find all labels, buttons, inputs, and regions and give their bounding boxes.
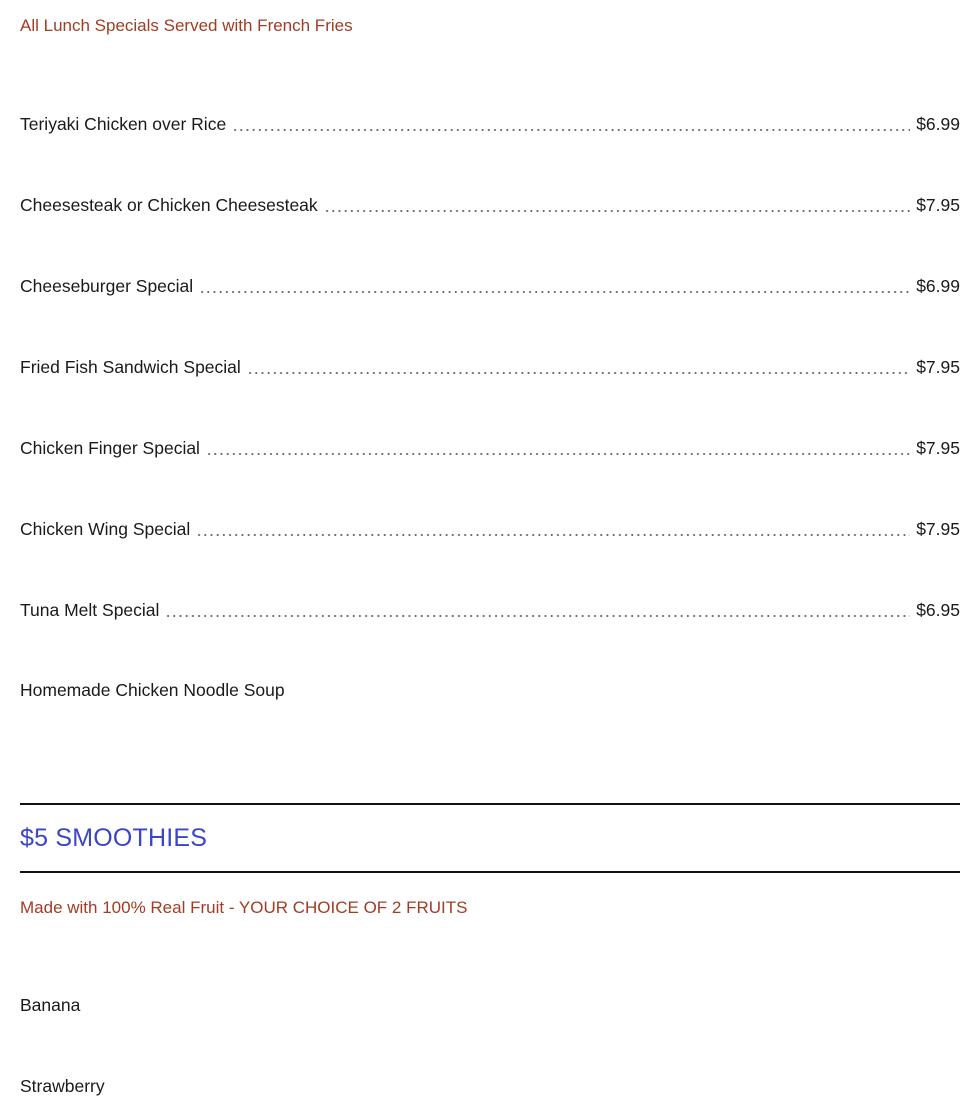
menu-item-cheesesteak [20, 192, 960, 216]
menu-item-name: Cheeseburger Special [20, 276, 194, 296]
dot-leader [199, 291, 910, 293]
menu-item-chicken-noodle-soup: Homemade Chicken Noodle Soup [20, 680, 285, 700]
menu-item-price: $6.95 [916, 600, 960, 620]
dot-leader [196, 534, 910, 536]
dot-leader [247, 372, 910, 374]
menu-item-cheeseburger [20, 273, 960, 297]
menu-item-fried-fish [20, 354, 960, 378]
menu-item-teriyaki-chicken [20, 111, 960, 135]
menu-item-price: $6.99 [916, 276, 960, 296]
menu-item-price: $7.95 [916, 195, 960, 215]
smoothie-fruit-banana: Banana [20, 995, 81, 1015]
section-divider-bottom [20, 871, 960, 873]
menu-item-name: Teriyaki Chicken over Rice [20, 114, 227, 134]
smoothies-section-title: $5 SMOOTHIES [20, 824, 208, 852]
menu-item-price: $7.95 [916, 357, 960, 377]
menu-item-name: Chicken Finger Special [20, 438, 200, 458]
menu-item-tuna-melt [20, 597, 960, 621]
section-divider-top [20, 803, 960, 805]
smoothies-subtitle: Made with 100% Real Fruit - YOUR CHOICE OF 2 FRUITS [20, 898, 468, 917]
menu-item-chicken-finger [20, 435, 960, 459]
menu-item-chicken-wing [20, 516, 960, 540]
dot-leader [232, 129, 910, 131]
dot-leader [324, 210, 911, 212]
menu-item-name: Tuna Melt Special [20, 600, 160, 620]
smoothie-fruit-strawberry: Strawberry [20, 1076, 105, 1096]
menu-item-name: Chicken Wing Special [20, 519, 191, 539]
dot-leader [165, 615, 910, 617]
menu-item-price: $7.95 [916, 519, 960, 539]
menu-item-name: Cheesesteak or Chicken Cheesesteak [20, 195, 318, 215]
menu-item-name: Fried Fish Sandwich Special [20, 357, 241, 377]
menu-item-price: $6.99 [916, 114, 960, 134]
dot-leader [206, 453, 910, 455]
menu-item-price: $7.95 [916, 438, 960, 458]
lunch-specials-subtitle: All Lunch Specials Served with French Fries [20, 16, 353, 35]
